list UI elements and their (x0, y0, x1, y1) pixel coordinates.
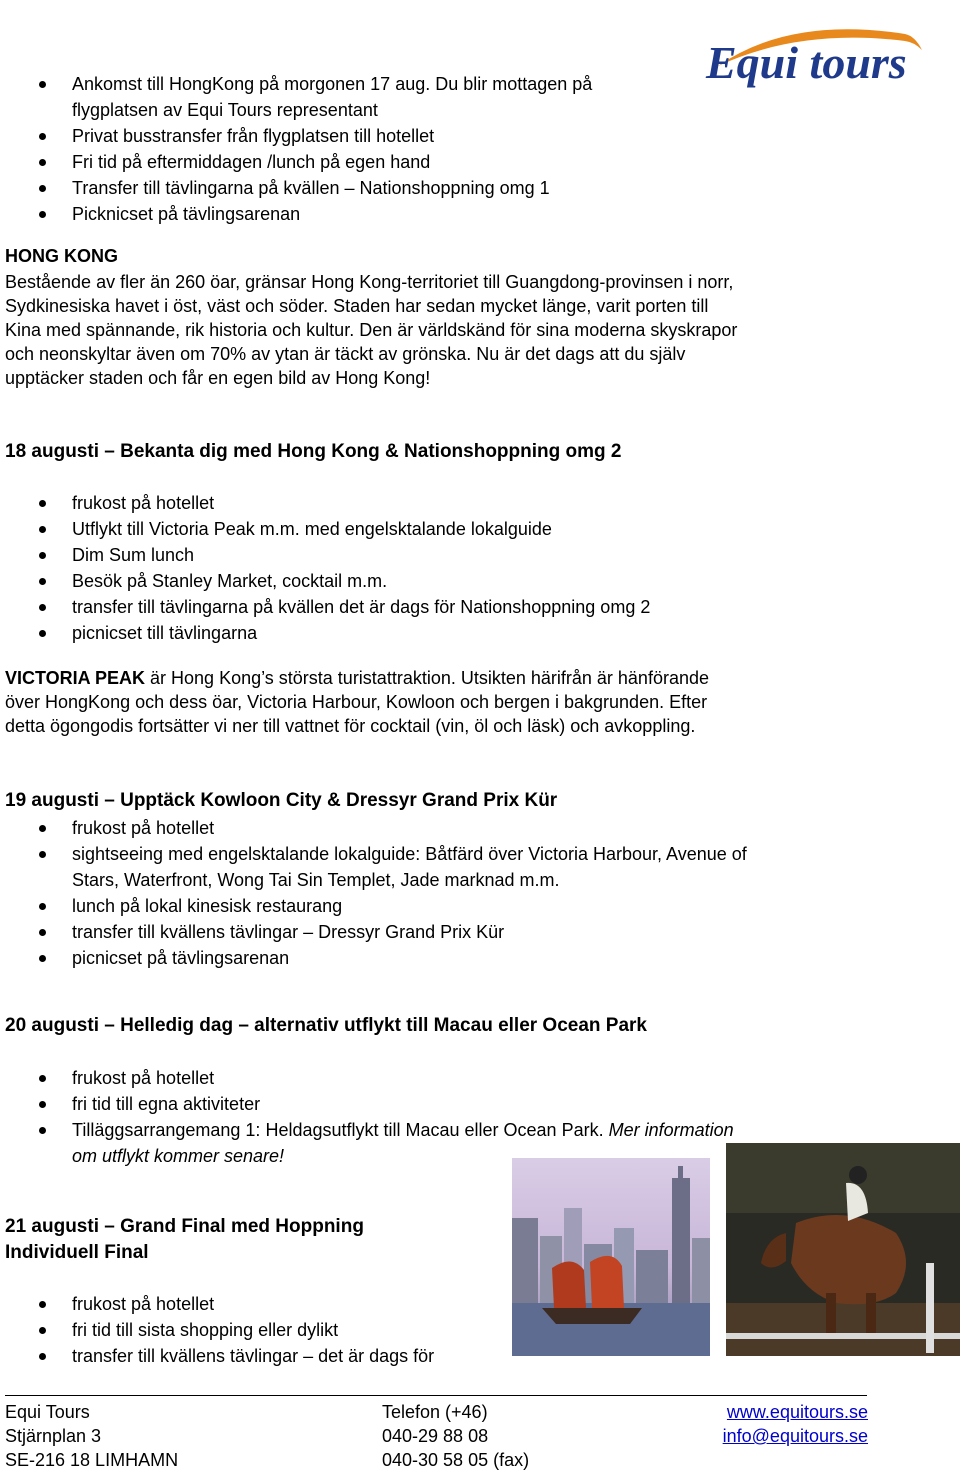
list-item: Tilläggsarrangemang 1: Heldagsutflykt till Macau eller Ocean Park. Mer information om utflykt kommer senare! (0, 1117, 734, 1169)
hong-kong-skyline-photo (512, 1158, 710, 1356)
day20-heading: 20 augusti – Helledig dag – alternativ utflykt till Macau eller Ocean Park (5, 1015, 648, 1036)
footer-address: Equi Tours Stjärnplan 3 SE-216 18 LIMHAMN (5, 1402, 179, 1470)
day19-heading: 19 augusti – Upptäck Kowloon City & Dressyr Grand Prix Kür (5, 790, 558, 811)
equi-tours-logo (700, 6, 930, 96)
list-item: sightseeing med engelsktalande lokalguide: Båtfärd över Victoria Harbour, Avenue of Stars, Waterfront, Wong Tai Sin Templet, Jade marknad m.m. (0, 841, 747, 893)
list-item: Ankomst till HongKong på morgonen 17 aug. Du blir mottagen på flygplatsen av Equi Tours representant (0, 71, 592, 123)
list-item: Dim Sum lunch (0, 542, 650, 568)
list-item: transfer till kvällens tävlingar – Dressyr Grand Prix Kür (0, 919, 747, 945)
day21-heading: 21 augusti – Grand Final med Hoppning Individuell Final (5, 1216, 364, 1263)
list-item: Picknicset på tävlingsarenan (0, 201, 592, 227)
list-item: Besök på Stanley Market, cocktail m.m. (0, 568, 650, 594)
list-item: Utflykt till Victoria Peak m.m. med engelsktalande lokalguide (0, 516, 650, 542)
list-item: Transfer till tävlingarna på kvällen – Nationshoppning omg 1 (0, 175, 592, 201)
list-item: frukost på hotellet (0, 815, 747, 841)
logo-text: Equi tours (706, 37, 907, 88)
list-item: transfer till kvällens tävlingar – det är dags för (0, 1343, 434, 1369)
footer-phone: Telefon (+46) 040-29 88 08 040-30 58 05 (fax) (382, 1402, 530, 1470)
show-jumping-horse-photo (726, 1143, 960, 1356)
list-item: frukost på hotellet (0, 1065, 734, 1091)
intro-list (0, 71, 592, 227)
list-item: Fri tid på eftermiddagen /lunch på egen hand (0, 149, 592, 175)
day18-list (0, 490, 650, 646)
list-item: frukost på hotellet (0, 490, 650, 516)
list-item: transfer till tävlingarna på kvällen det är dags för Nationshoppning omg 2 (0, 594, 650, 620)
list-item: picnicset till tävlingarna (0, 620, 650, 646)
hongkong-paragraph: Bestående av fler än 260 öar, gränsar Hong Kong-territoriet till Guangdong-provinsen i norr, Sydkinesiska havet i öst, väst och söder. Staden har sedan mycket länge, varit porten till Kina med spännande, rik historia och kultur. Den är världskänd för sina moderna skyskrapor och neonskyltar även om 70% av ytan är täckt av grönska. Nu är det dags att du själv upptäcker staden och får en egen bild av Hong Kong! (5, 272, 738, 388)
list-item: picnicset på tävlingsarenan (0, 945, 747, 971)
victoria-peak-paragraph: VICTORIA PEAK är Hong Kong’s största turistattraktion. Utsikten härifrån är hänförande över HongKong och dess öar, Victoria Harbour, Kowloon och bergen i bakgrunden. Efter detta ögongodis fortsätter vi ner till vattnet för cocktail (vin, öl och läsk) och avkoppling. (5, 668, 709, 736)
list-item: fri tid till sista shopping eller dylikt (0, 1317, 434, 1343)
hongkong-title: HONG KONG (5, 246, 119, 266)
day21-list (0, 1291, 434, 1369)
footer-links (698, 1400, 868, 1448)
footer-divider (5, 1395, 867, 1396)
day20-list (0, 1065, 734, 1169)
logo-graphic (700, 6, 930, 96)
list-item: Privat busstransfer från flygplatsen till hotellet (0, 123, 592, 149)
list-item: lunch på lokal kinesisk restaurang (0, 893, 747, 919)
list-item: frukost på hotellet (0, 1291, 434, 1317)
day18-heading: 18 augusti – Bekanta dig med Hong Kong & Nationshoppning omg 2 (5, 441, 622, 462)
list-item: fri tid till egna aktiviteter (0, 1091, 734, 1117)
website-link[interactable]: www.equitours.se (726, 1402, 868, 1422)
day19-list (0, 815, 747, 971)
email-link[interactable]: info@equitours.se (722, 1426, 868, 1446)
